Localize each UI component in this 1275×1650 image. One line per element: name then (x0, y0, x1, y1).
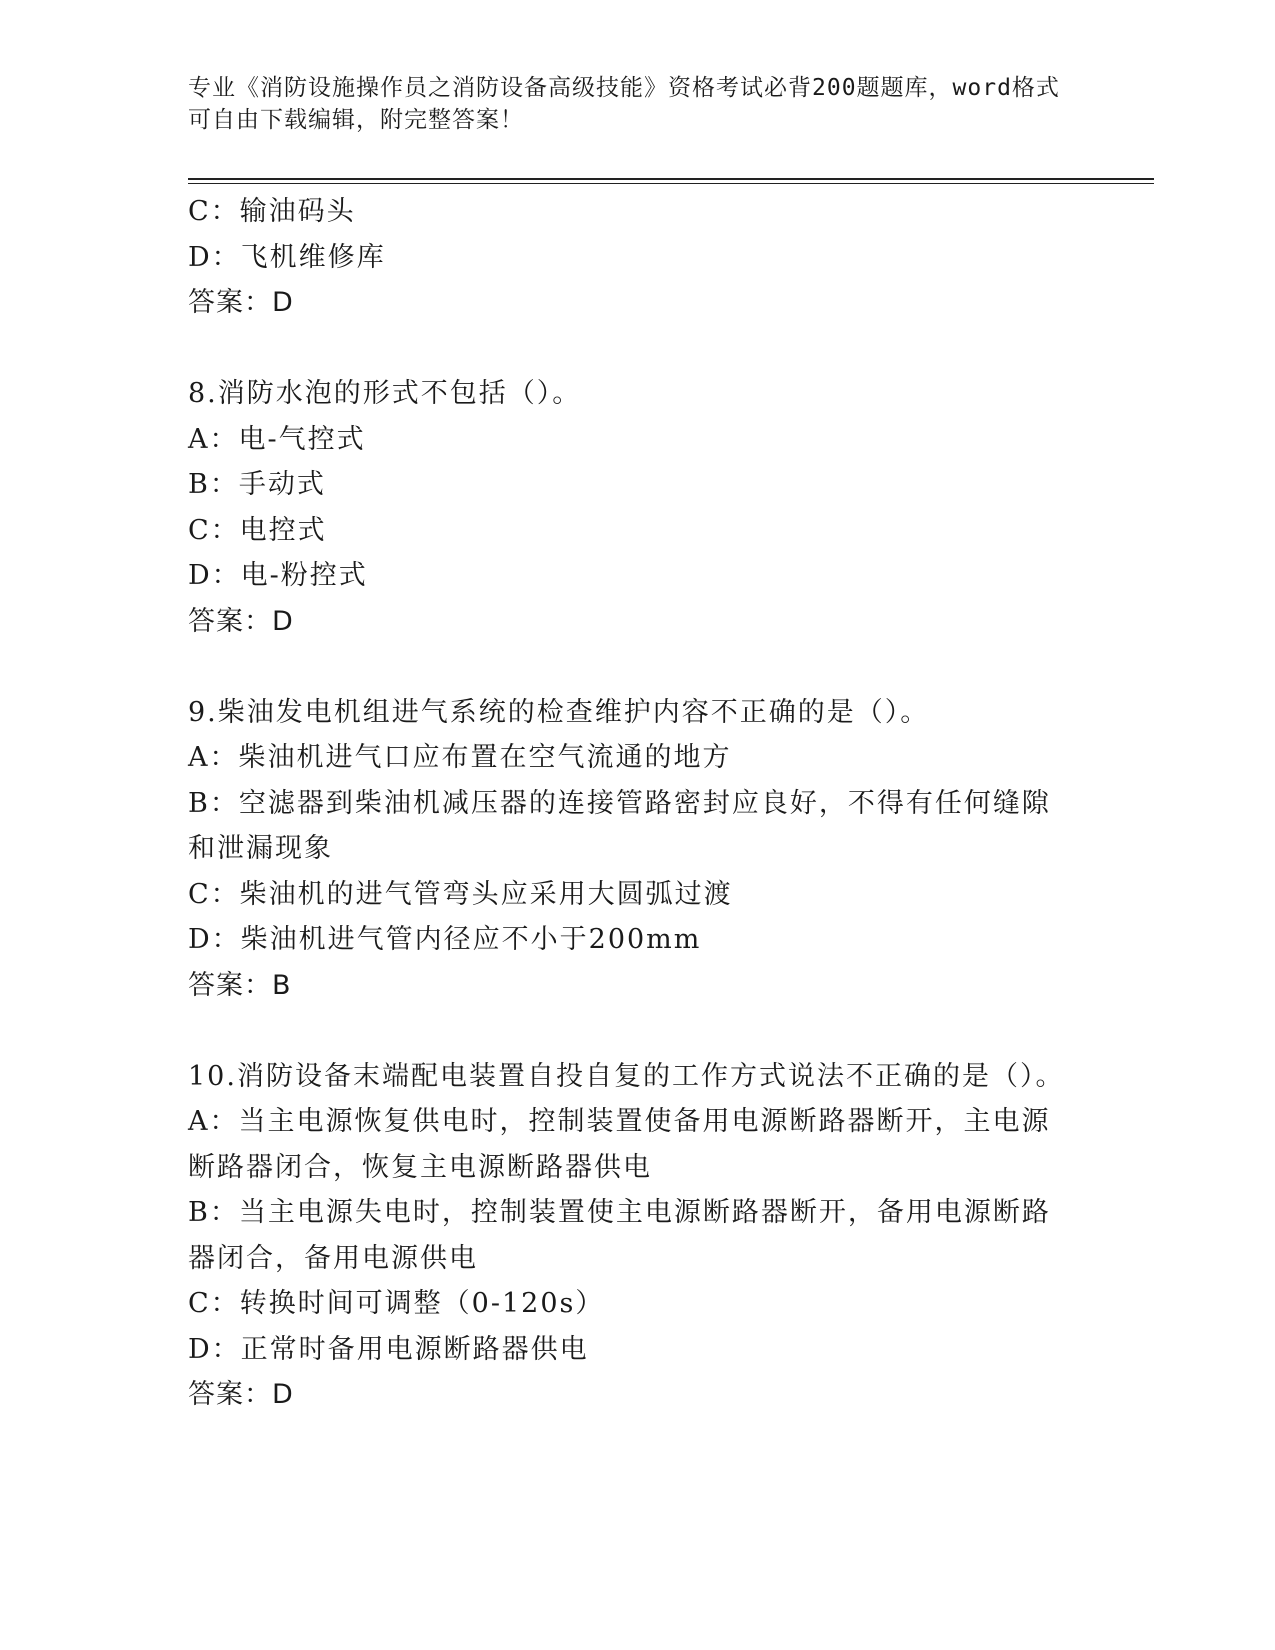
spacer (188, 1008, 1078, 1054)
answer-line: 答案：D (188, 1379, 294, 1410)
option-d: D：正常时备用电源断路器供电 (188, 1333, 589, 1365)
question-stem: 9.柴油发电机组进气系统的检查维护内容不正确的是（）。 (188, 696, 930, 728)
option-d: D：飞机维修库 (188, 241, 386, 273)
spacer (188, 644, 1078, 690)
answer-line: 答案：D (188, 287, 294, 318)
option-a: A：柴油机进气口应布置在空气流通的地方 (188, 742, 732, 773)
spacer (188, 326, 1078, 372)
option-c: C：输油码头 (188, 196, 356, 227)
question-8 (188, 371, 1078, 644)
answer-line: 答案：B (188, 969, 292, 1001)
option-a: A：电-气控式 (188, 423, 366, 455)
header-divider-thin (188, 183, 1154, 184)
header-divider-thick (188, 178, 1154, 180)
question-stem: 8.消防水泡的形式不包括（）。 (188, 378, 582, 409)
question-10 (188, 1054, 1078, 1418)
question-9 (188, 690, 1078, 1009)
option-b: B：手动式 (188, 469, 326, 500)
question-7-continued (188, 189, 1078, 326)
option-c: C：转换时间可调整（0-120s） (188, 1288, 605, 1319)
option-a: A：当主电源恢复供电时，控制装置使备用电源断路器断开，主电源断路器闭合，恢复主电源断路器供电 (188, 1106, 1051, 1183)
question-list (188, 189, 1078, 1418)
option-b: B：空滤器到柴油机减压器的连接管路密封应良好，不得有任何缝隙和泄漏现象 (188, 787, 1051, 864)
option-b: B：当主电源失电时，控制装置使主电源断路器断开，备用电源断路器闭合，备用电源供电 (188, 1197, 1051, 1274)
question-stem: 10.消防设备末端配电装置自投自复的工作方式说法不正确的是（）。 (188, 1060, 1065, 1092)
option-c: C：电控式 (188, 514, 327, 546)
answer-line: 答案：D (188, 605, 294, 637)
option-d: D：柴油机进气管内径应不小于200mm (188, 924, 702, 955)
option-d: D：电-粉控式 (188, 560, 368, 591)
option-c: C：柴油机的进气管弯头应采用大圆弧过渡 (188, 878, 733, 910)
document-header: 专业《消防设施操作员之消防设备高级技能》资格考试必背200题题库，word格式可自由下载编辑，附完整答案！ (188, 75, 1060, 133)
